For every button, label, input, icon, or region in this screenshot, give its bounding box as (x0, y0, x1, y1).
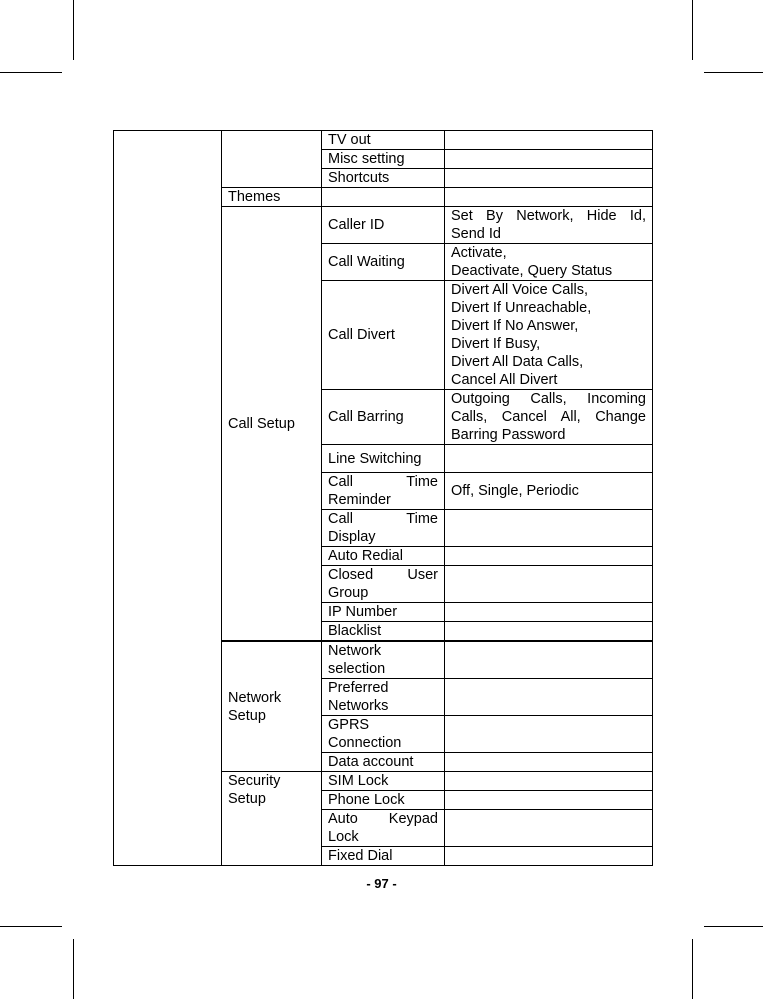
menu-item: Auto Keypad Lock (322, 810, 445, 847)
menu-item: Caller ID (322, 207, 445, 244)
submenu-label: Themes (222, 188, 322, 207)
crop-mark (692, 939, 693, 999)
menu-options (445, 603, 653, 622)
menu-options (445, 679, 653, 716)
menu-root-cell (114, 131, 222, 866)
option-line: Cancel All Divert (451, 372, 558, 388)
menu-options (445, 244, 653, 281)
menu-options (445, 510, 653, 547)
menu-options (445, 281, 653, 390)
crop-mark (0, 72, 62, 73)
submenu-label: Network Setup (222, 641, 322, 772)
crop-mark (73, 0, 74, 60)
menu-item: Call Waiting (322, 244, 445, 281)
menu-item: Data account (322, 753, 445, 772)
option-line: Activate, (451, 245, 507, 261)
menu-item: Blacklist (322, 622, 445, 642)
menu-options (445, 445, 653, 473)
menu-item: TV out (322, 131, 445, 150)
menu-item: Network selection (322, 641, 445, 679)
menu-options (445, 641, 653, 679)
menu-item: Call Divert (322, 281, 445, 390)
menu-options (445, 150, 653, 169)
crop-mark (704, 72, 763, 73)
menu-item (322, 188, 445, 207)
option-line: Divert All Voice Calls, (451, 282, 588, 298)
menu-item: GPRS Connection (322, 716, 445, 753)
page-number: - 97 - (366, 876, 397, 891)
submenu-cell (222, 131, 322, 188)
menu-item: Preferred Networks (322, 679, 445, 716)
menu-options (445, 716, 653, 753)
menu-options (445, 791, 653, 810)
menu-options (445, 810, 653, 847)
menu-item: SIM Lock (322, 772, 445, 791)
submenu-label: Call Setup (222, 207, 322, 642)
menu-options: Set By Network, Hide Id, Send Id (445, 207, 653, 244)
submenu-label: Security Setup (222, 772, 322, 866)
option-line: Divert If No Answer, (451, 318, 579, 334)
menu-item: Call Time Display (322, 510, 445, 547)
menu-item: Misc setting (322, 150, 445, 169)
menu-item: Shortcuts (322, 169, 445, 188)
crop-mark (73, 939, 74, 999)
crop-mark (704, 926, 763, 927)
menu-item: Line Switching (322, 445, 445, 473)
option-line: Divert All Data Calls, (451, 354, 584, 370)
menu-item: IP Number (322, 603, 445, 622)
crop-mark (0, 926, 62, 927)
menu-options (445, 131, 653, 150)
menu-item: Phone Lock (322, 791, 445, 810)
menu-options (445, 169, 653, 188)
option-line: Divert If Unreachable, (451, 300, 592, 316)
option-line: Divert If Busy, (451, 336, 541, 352)
menu-item: Call Time Reminder (322, 473, 445, 510)
menu-options: Outgoing Calls, Incoming Calls, Cancel All, Change Barring Password (445, 390, 653, 445)
menu-options (445, 753, 653, 772)
option-line: Deactivate, Query Status (451, 263, 613, 279)
menu-options (445, 566, 653, 603)
menu-item: Closed User Group (322, 566, 445, 603)
menu-options (445, 622, 653, 642)
menu-options: Off, Single, Periodic (445, 473, 653, 510)
settings-menu-table (113, 130, 653, 866)
menu-options (445, 188, 653, 207)
menu-options (445, 547, 653, 566)
menu-options (445, 847, 653, 866)
menu-item: Call Barring (322, 390, 445, 445)
menu-item: Fixed Dial (322, 847, 445, 866)
menu-item: Auto Redial (322, 547, 445, 566)
menu-options (445, 772, 653, 791)
crop-mark (692, 0, 693, 60)
